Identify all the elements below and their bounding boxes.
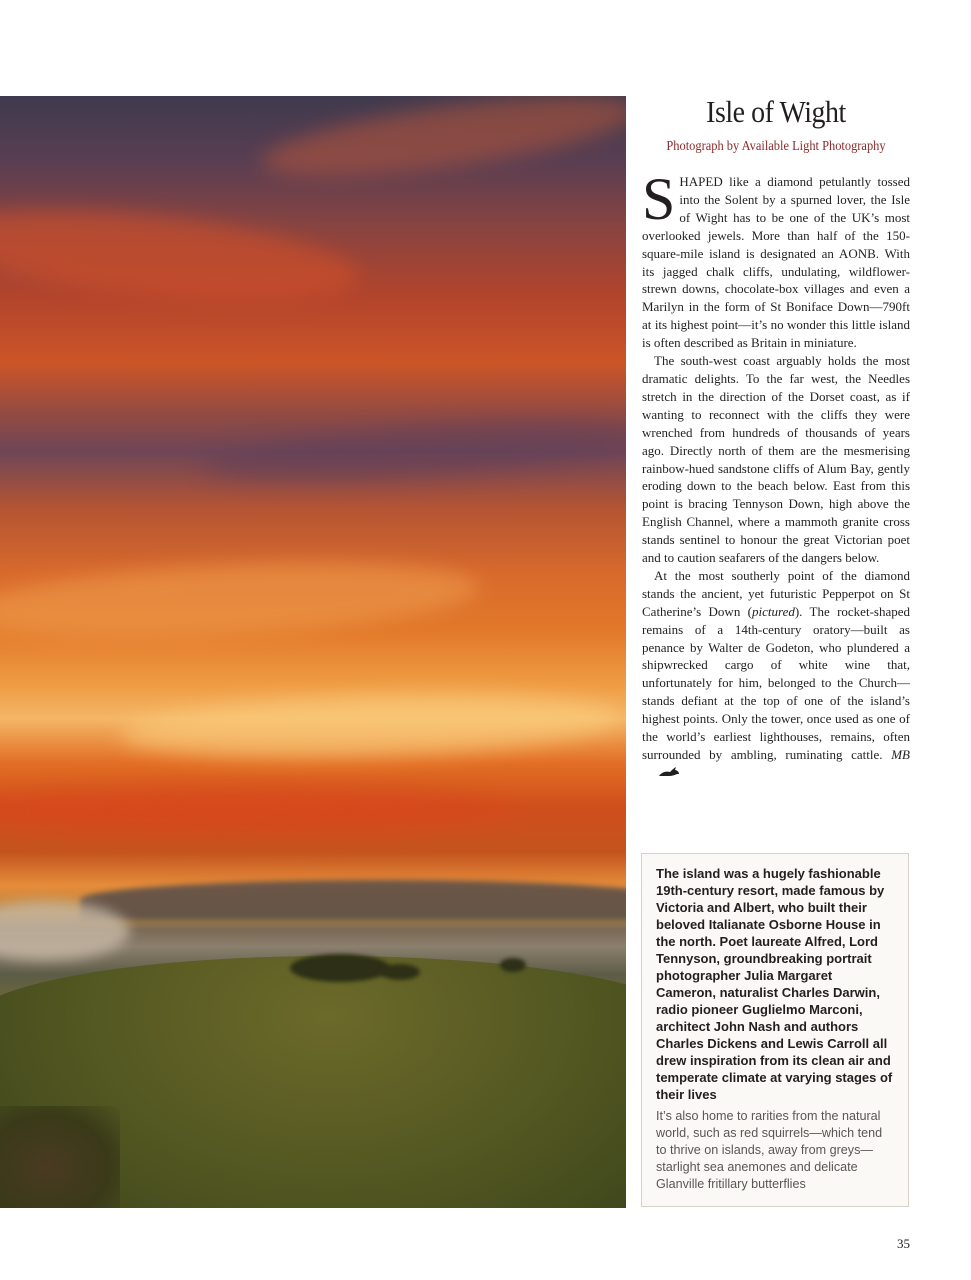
sidebar-box — [641, 853, 909, 1207]
sidebar-lead: The island was a hugely fashionable 19th-century resort, made famous by Victoria and Albert, who built their beloved Italianate Osborne House in the north. Poet laureate Alfred, Lord Tennyson, groundbreaking portrait photographer Julia Margaret Cameron, naturalist Charles Darwin, radio pioneer Guglielmo Marconi, architect John Nash and authors Charles Dickens and Lewis Carroll all drew inspiration from its clean air and temperate climate at varying stages of their lives — [656, 866, 893, 1102]
paragraph-text: At the most southerly point of the diamond stands the ancient, yet futuristic Pepperpot on St Catherine’s Down ( — [642, 567, 910, 619]
distant-ridge — [80, 880, 626, 920]
paragraph-text: The south-west coast arguably holds the most dramatic delights. To the far west, the Needles stretch in the direction of the Dorset coast, as if wanting to reconnect with the cliffs they were wrenched from hundreds of thousands of years ago. Directly north of them are the mesmerising rainbow-hued sandstone cliffs of Alum Bay, gently eroding down to the beach below. East from this point is bracing Tennyson Down, high above the English Channel, where a mammoth granite cross stands sentinel to honour the great Victorian poet and to caution seafarers of the dangers below. — [642, 353, 910, 566]
cloud-streak — [119, 687, 621, 764]
paragraph — [642, 567, 910, 783]
paragraph — [642, 166, 910, 352]
cloud-streak — [0, 552, 481, 649]
page-title: Isle of Wight — [706, 94, 846, 129]
hare-icon — [646, 765, 680, 783]
photo-credit: Photograph by Available Light Photography — [666, 138, 886, 153]
cloud-streak — [0, 194, 363, 317]
bush — [380, 964, 420, 980]
cloud-streak — [0, 786, 510, 836]
bush — [290, 954, 390, 982]
bush — [500, 958, 526, 972]
italic-text: pictured — [752, 603, 795, 619]
drop-cap: S — [642, 166, 676, 232]
article-body — [642, 166, 910, 783]
sidebar-body: It’s also home to rarities from the natural world, such as red squirrels—which tend to thrive on islands, away from greys—starlight sea anemones and delicate Glanville fritillary butterflies — [656, 1109, 883, 1191]
paragraph-text: ). The rocket-shaped remains of a 14th-century oratory—built as penance by Walter de Godeton, who plundered a shipwrecked cargo of white wine that, unfortunately for him, belonged to the Church—stands defiant at the top of one of the island’s highest points. Only the tower, once used as one of the world’s earliest lighthouses, remains, often surrounded by ambling, ruminating cattle. — [642, 603, 910, 762]
page-number: 35 — [897, 1236, 910, 1251]
foreground-grass — [0, 1106, 120, 1208]
cloud-streak — [199, 410, 626, 491]
author-initials: MB — [891, 747, 910, 762]
paragraph-text: HAPED like a diamond petulantly tossed into the Solent by a spurned lover, the Isle of Wight has to be one of the UK’s most overlooked jewels. More than half of the 150-square-mile island is designated an AONB. With its jagged chalk cliffs, undulating, wildflower-strewn downs, chocolate-box villages and even a Marilyn in the form of St Boniface Down—790ft at its highest point—it’s no wonder this little island is often described as Britain in miniature. — [642, 174, 910, 351]
paragraph — [642, 352, 910, 567]
sunset-landscape-photo — [0, 96, 626, 1208]
cloud-streak — [258, 96, 626, 192]
